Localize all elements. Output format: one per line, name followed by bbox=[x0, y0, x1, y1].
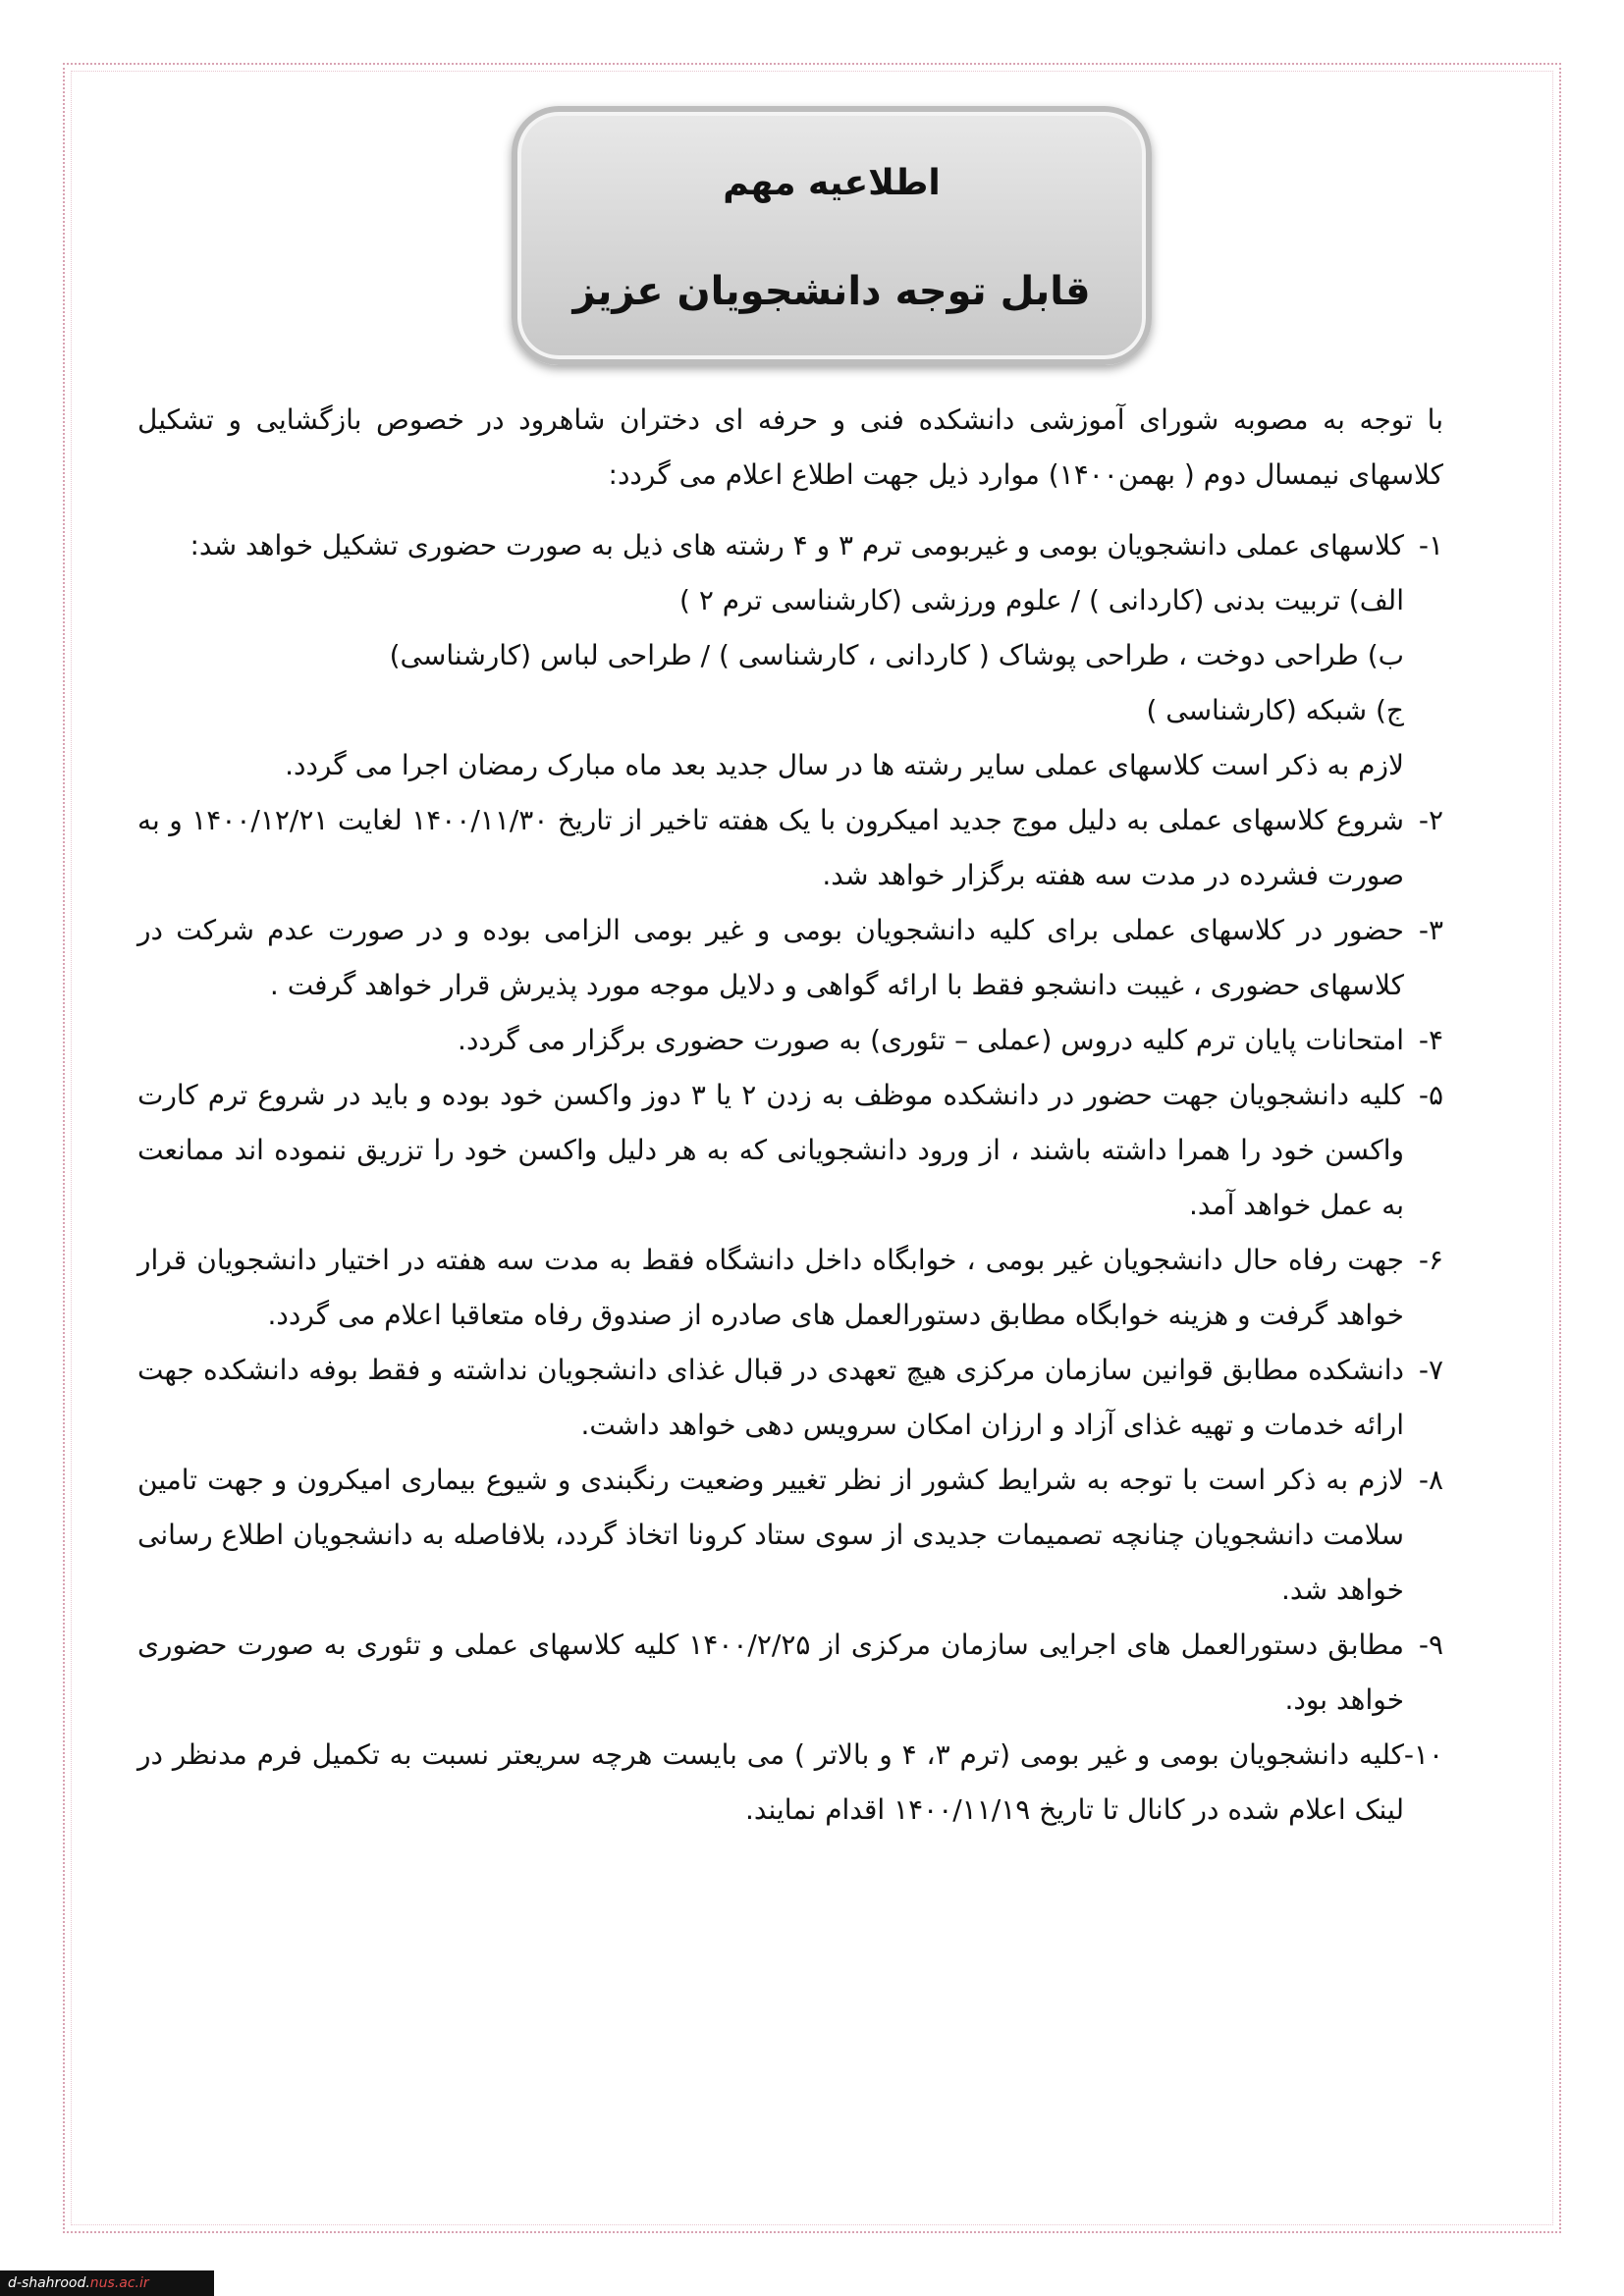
item-text: کلیه دانشجویان بومی و غیر بومی (ترم ۳، ۴ و بالاتر ) می بایست هرچه سریعتر نسبت به تکمیل فرم مدنظر در لینک اعلام شده در کانال تا تاریخ ۱۴۰۰/۱۱/۱۹ اقدام نمایند. bbox=[137, 1738, 1405, 1826]
site-watermark-logo bbox=[0, 2270, 214, 2296]
item-number: ۲- bbox=[1418, 804, 1443, 836]
item-number: ۳- bbox=[1418, 914, 1443, 946]
list-item-3 bbox=[137, 903, 1443, 1013]
list-item-7 bbox=[137, 1343, 1443, 1453]
logo-accent-text: nus.ac.ir bbox=[89, 2275, 149, 2291]
intro-paragraph: با توجه به مصوبه شورای آموزشی دانشکده فنی و حرفه ای دختران شاهرود در خصوص بازگشایی و تشکیل کلاسهای نیمسال دوم ( بهمن۱۴۰۰) موارد ذیل جهت اطلاع اعلام می گردد: bbox=[137, 403, 1443, 491]
list-item-10 bbox=[137, 1728, 1443, 1838]
list-item-4 bbox=[137, 1013, 1443, 1068]
item-text: مطابق دستورالعمل های اجرایی سازمان مرکزی از ۱۴۰۰/۲/۲۵ کلیه کلاسهای عملی و تئوری به صورت حضوری خواهد بود. bbox=[137, 1629, 1405, 1716]
list-item-1 bbox=[137, 518, 1443, 793]
item-text: دانشکده مطابق قوانین سازمان مرکزی هیچ تعهدی در قبال غذای دانشجویان نداشته و فقط بوفه دانشکده جهت ارائه خدمات و تهیه غذای آزاد و ارزان امکان سرویس دهی خواهد داشت. bbox=[137, 1354, 1404, 1441]
sub-item-note: لازم به ذکر است کلاسهای عملی سایر رشته ها در سال جدید بعد ماه مبارک رمضان اجرا می گردد. bbox=[285, 749, 1404, 781]
item-number: ۱۰- bbox=[1403, 1738, 1443, 1771]
item-number: ۹- bbox=[1418, 1629, 1443, 1661]
title-banner bbox=[512, 106, 1152, 365]
item-number: ۷- bbox=[1418, 1354, 1443, 1386]
list-item-8 bbox=[137, 1453, 1443, 1618]
item-number: ۴- bbox=[1418, 1024, 1443, 1056]
item-text: حضور در کلاسهای عملی برای کلیه دانشجویان بومی و غیر بومی الزامی بوده و در صورت عدم شرکت در کلاسهای حضوری ، غیبت دانشجو فقط با ارائه گواهی و دلایل موجه مورد پذیرش قرار خواهد گرفت . bbox=[137, 914, 1404, 1001]
announcement-body bbox=[137, 393, 1443, 1838]
item-text: شروع کلاسهای عملی به دلیل موج جدید امیکرون با یک هفته تاخیر از تاریخ ۱۴۰۰/۱۱/۳۰ لغایت ۱۴۰۰/۱۲/۲۱ و به صورت فشرده در مدت سه هفته برگزار خواهد شد. bbox=[137, 804, 1404, 891]
item-text: کلیه دانشجویان جهت حضور در دانشکده موظف به زدن ۲ یا ۳ دوز واکسن خود بوده و باید در شروع ترم کارت واکسن خود را همرا داشته باشند ، از ورود دانشجویانی که به هر دلیل واکسن خود را تزریق ننموده اند ممانعت به عمل خواهد آمد. bbox=[137, 1079, 1404, 1221]
item-text: امتحانات پایان ترم کلیه دروس (عملی – تئوری) به صورت حضوری برگزار می گردد. bbox=[458, 1024, 1404, 1056]
sub-item-b: ب) طراحی دوخت ، طراحی پوشاک ( کاردانی ، کارشناسی ) / طراحی لباس (کارشناسی) bbox=[389, 639, 1404, 671]
list-item-2 bbox=[137, 793, 1443, 903]
item-number: ۶- bbox=[1418, 1244, 1443, 1276]
announcement-subheading: قابل توجه دانشجویان عزیز bbox=[572, 269, 1091, 314]
sub-item-a: الف) تربیت بدنی (کاردانی ) / علوم ورزشی (کارشناسی ترم ۲ ) bbox=[678, 584, 1404, 616]
list-item-6 bbox=[137, 1233, 1443, 1343]
announcement-heading: اطلاعیه مهم bbox=[723, 163, 941, 203]
item-number: ۱- bbox=[1418, 529, 1443, 561]
item-text: جهت رفاه حال دانشجویان غیر بومی ، خوابگاه داخل دانشگاه فقط به مدت سه هفته در اختیار دانشجویان قرار خواهد گرفت و هزینه خوابگاه مطابق دستورالعمل های صادره از صندوق رفاه متعاقبا اعلام می گردد. bbox=[137, 1244, 1404, 1331]
item-text: کلاسهای عملی دانشجویان بومی و غیربومی ترم ۳ و ۴ رشته های ذیل به صورت حضوری تشکیل خواهد شد: bbox=[189, 529, 1404, 561]
sub-item-c: ج) شبکه (کارشناسی ) bbox=[1146, 694, 1404, 726]
list-item-5 bbox=[137, 1068, 1443, 1233]
item-number: ۸- bbox=[1418, 1464, 1443, 1496]
item-text: لازم به ذکر است با توجه به شرایط کشور از نظر تغییر وضعیت رنگبندی و شیوع بیماری امیکرون و جهت تامین سلامت دانشجویان چنانچه تصمیمات جدیدی از سوی ستاد کرونا اتخاذ گردد، بلافاصله به دانشجویان اطلاع رسانی خواهد شد. bbox=[137, 1464, 1404, 1606]
list-item-9 bbox=[137, 1618, 1443, 1728]
logo-main-text: d-shahrood. bbox=[8, 2275, 90, 2291]
item-number: ۵- bbox=[1418, 1079, 1443, 1111]
